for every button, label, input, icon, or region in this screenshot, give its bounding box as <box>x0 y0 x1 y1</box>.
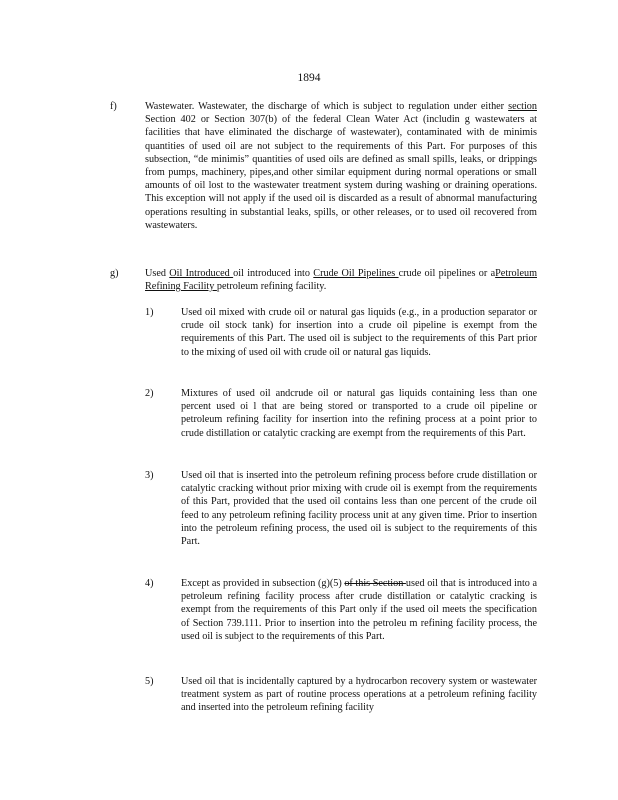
paragraph-f-wastewater <box>145 100 537 232</box>
text-run: Used oil mixed with crude oil or natural gas liquids (e.g., in a production separator or crude oil stock tank) for insertion into a crude oil pipeline is exempt from the requirements of this Part. The used oil is subject to the requirements of this Part prior to the mixing of used oil with crude oil or natural gas liquids. <box>181 307 537 358</box>
subitem-2 <box>181 387 537 440</box>
subitem-3 <box>181 469 537 548</box>
struck-text: of this Section <box>344 578 406 589</box>
item-marker-f: f) <box>110 101 117 112</box>
text-run: Except as provided in subsection (g)(5) <box>181 578 345 589</box>
inserted-text: Oil Introduced <box>169 268 234 279</box>
subitem-marker-5: 5) <box>145 676 154 687</box>
page-number: 1894 <box>297 72 321 84</box>
text-run: Wastewater. Wastewater, the discharge of which is subject to regulation under either <box>145 101 509 112</box>
text-run: Mixtures of used oil andcrude oil or natural gas liquids containing less than one percent used oi l that are being stored or transported to a crude oil pipeline or petroleum refining facility for insertion into the refining process at a point prior to crude distillation or catalytic cracking are exempt from the requirements of this Part. <box>181 388 537 439</box>
text-run: used oil that is introduced into a petroleum refining facility process after crude distillation or catalytic cracking is exempt from the requirements of this Part only if the used oil meets the specification of Section 739.111. Prior to insertion into the petroleu m refining facility process, the used oil is subject to the requirements of this Part. <box>181 578 538 642</box>
subitem-marker-4: 4) <box>145 578 154 589</box>
item-marker-g: g) <box>110 268 119 279</box>
text-run: Used oil that is inserted into the petroleum refining process before crude distillation or catalytic cracking without prior mixing with crude oil is exempt from the requirements of this Part, provided that the used oil contains less than one percent of the crude oil feed to any petroleum refining facility process unit at any given time. Prior to insertion into the petroleum refining process, the used oil is subject to the requirements of this Part. <box>181 470 537 548</box>
subitem-marker-1: 1) <box>145 307 154 318</box>
text-run: Used oil that is incidentally captured by a hydrocarbon recovery system or wastewater treatment system as part of routine process operations at a petroleum refining facility and inserted into the petroleum refining facility <box>181 676 537 714</box>
inserted-text: Crude Oil Pipelines <box>313 268 399 279</box>
text-run: crude oil pipelines or a <box>398 268 496 279</box>
text-run: oil introduced into <box>233 268 314 279</box>
subitem-5 <box>181 675 537 715</box>
paragraph-g-heading <box>145 267 537 293</box>
inserted-text: section <box>508 101 537 112</box>
text-run: Section 402 or Section 307(b) of the federal Clean Water Act (includin g wastewaters at facilities that have eliminated the discharge of wastewater), contaminated with de minimis quantities of used oil are not subject to the requirements of this Part. For purposes of this subsection, “de minimis” quantities of used oils are defined as small spills, leaks, or drippings from pumps, machinery, pipes,and other similar equipment during normal operations or small amounts of oil lost to the wastewater treatment system during washing or draining operations. This exception will not apply if the used oil is discarded as a result of abnormal manufacturing operations resulting in substantial leaks, spills, or other releases, or to used oil recovered from wastewaters. <box>145 114 537 231</box>
text-run: petroleum refining facility. <box>216 281 327 293</box>
subitem-1 <box>181 306 537 359</box>
subitem-marker-2: 2) <box>145 388 154 399</box>
text-run: Used <box>145 268 170 279</box>
inserted-text: Petroleum Refining Facility <box>145 268 537 293</box>
subitem-marker-3: 3) <box>145 470 154 481</box>
subitem-4 <box>181 577 537 643</box>
